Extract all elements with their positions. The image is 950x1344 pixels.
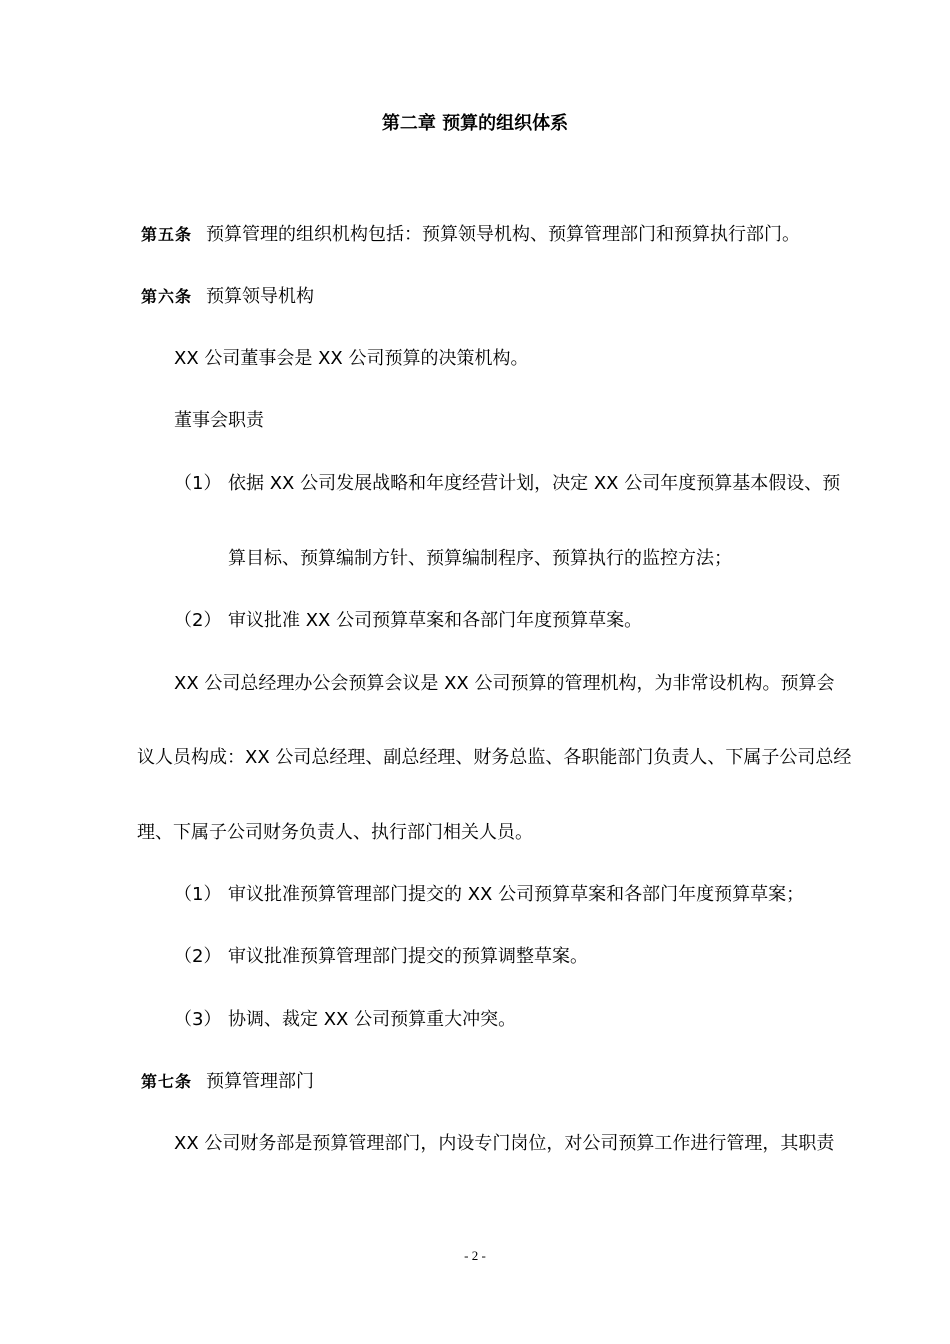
article-6-text: 预算领导机构 xyxy=(206,286,315,307)
paragraph-board-duties: 董事会职责 xyxy=(174,410,264,431)
article-6 xyxy=(141,285,314,309)
meeting-item-1 xyxy=(174,883,804,907)
article-5-label: 第五条 xyxy=(141,225,193,244)
article-5 xyxy=(141,223,800,247)
article-7-label: 第七条 xyxy=(141,1072,193,1091)
meeting-item-1-text: 审议批准预算管理部门提交的 XX 公司预算草案和各部门年度预算草案； xyxy=(228,884,805,905)
chapter-title: 第二章 预算的组织体系 xyxy=(381,113,569,134)
board-item-2-number: （2） xyxy=(174,610,222,631)
meeting-item-2 xyxy=(174,945,588,969)
board-item-1-text-line2: 算目标、预算编制方针、预算编制程序、预算执行的监控方法； xyxy=(228,548,732,569)
meeting-item-2-number: （2） xyxy=(174,946,222,967)
board-item-1 xyxy=(174,472,840,496)
paragraph-finance: XX 公司财务部是预算管理部门，内设专门岗位，对公司预算工作进行管理，其职责 xyxy=(174,1133,835,1154)
board-item-2 xyxy=(174,609,642,633)
article-5-text: 预算管理的组织机构包括：预算领导机构、预算管理部门和预算执行部门。 xyxy=(206,224,801,245)
paragraph-meeting-line2: 议人员构成：XX 公司总经理、副总经理、财务总监、各职能部门负责人、下属子公司总经 xyxy=(137,747,852,768)
meeting-item-3-number: （3） xyxy=(174,1009,222,1030)
article-6-label: 第六条 xyxy=(141,287,193,306)
page-number: - 2 - xyxy=(464,1248,486,1263)
board-item-1-number: （1） xyxy=(174,473,222,494)
meeting-item-3 xyxy=(174,1008,516,1032)
board-item-2-text: 审议批准 XX 公司预算草案和各部门年度预算草案。 xyxy=(228,610,643,631)
meeting-item-1-number: （1） xyxy=(174,884,222,905)
paragraph-board-decision: XX 公司董事会是 XX 公司预算的决策机构。 xyxy=(174,348,529,369)
paragraph-meeting-line1: XX 公司总经理办公会预算会议是 XX 公司预算的管理机构，为非常设机构。预算会 xyxy=(174,673,835,694)
board-item-1-text-line1: 依据 XX 公司发展战略和年度经营计划，决定 XX 公司年度预算基本假设、预 xyxy=(228,473,841,494)
meeting-item-3-text: 协调、裁定 XX 公司预算重大冲突。 xyxy=(228,1009,517,1030)
article-7-text: 预算管理部门 xyxy=(206,1071,315,1092)
paragraph-meeting-line3: 理、下属子公司财务负责人、执行部门相关人员。 xyxy=(137,822,533,843)
meeting-item-2-text: 审议批准预算管理部门提交的预算调整草案。 xyxy=(228,946,588,967)
article-7 xyxy=(141,1070,314,1094)
